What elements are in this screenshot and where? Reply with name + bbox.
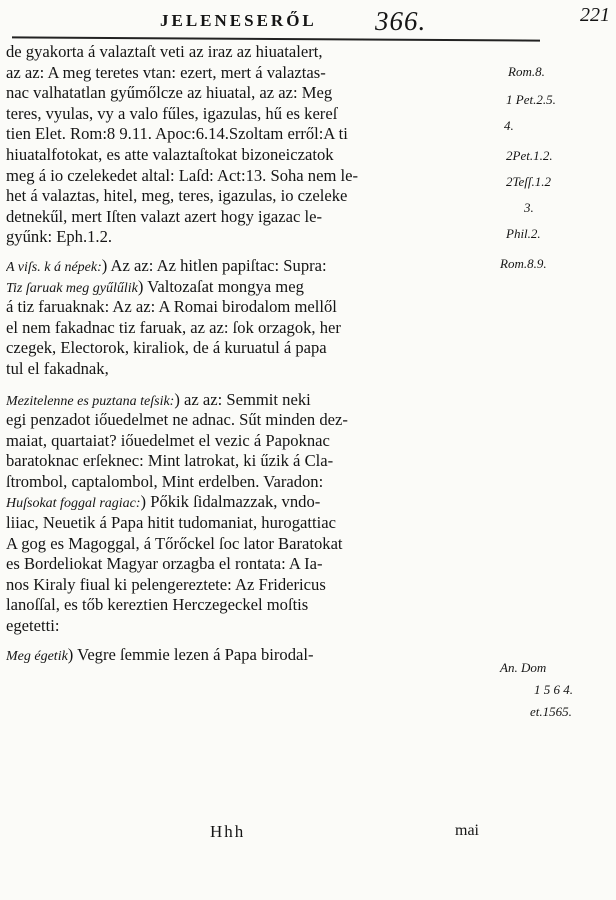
italic-keyword: Meg égetik [6,648,68,664]
text-line: lanoſſal, es tőb kereztien Herczegeckel moſtis [6,595,309,615]
text-line: tul el fakadnak, [6,358,109,378]
text-line-with-keyword: Mezitelenne es puztana teſsik:) az az: Semmit neki [6,389,311,409]
margin-reference: 2Teſſ.1.2 [506,174,552,189]
page-header [150,8,470,38]
italic-keyword: A viſs. k á népek: [6,259,102,275]
text-line: teres, vyulas, vy a valo fűles, igazulas, hű es kereſ [6,103,338,123]
text-line: nos Kiraly fiual ki pelengereztete: Az Fridericus [6,574,326,594]
italic-keyword: Tiz ſaruak meg gyűlűlik [6,280,138,296]
page-footer [0,822,616,862]
text-line: baratoknac erſeknec: Mint latrokat, ki űzik á Cla- [6,451,334,471]
text-line: meg á io czelekedet altal: Laſd: Act:13. Soha nem le- [6,165,359,185]
paragraph-gap [6,248,506,256]
handwritten-page-number: 366. [375,6,427,36]
margin-reference: et.1565. [530,704,572,719]
margin-reference: 2Pet.1.2. [506,148,553,163]
margin-reference: 1 5 6 4. [534,682,573,697]
body-text [6,42,506,665]
text-line: egi penzadot iőuedelmet ne adnac. Sűt minden dez- [6,410,348,430]
text-line-with-keyword: Tiz ſaruak meg gyűlűlik) Valtozaſat mongya meg [6,276,304,296]
text-line-with-keyword: A viſs. k á népek:) Az az: Az hitlen papiſtac: Supra: [6,255,327,275]
text-line: á tiz faruaknak: Az az: A Romai birodalom mellől [6,297,337,317]
margin-reference: Rom.8.9. [500,256,547,271]
margin-notes [500,0,616,900]
text-line: el nem fakadnac tiz faruak, az az: ſok orzagok, her [6,317,341,337]
text-line: es Bordeliokat Magyar orzagba el rontata: A Ia- [6,554,323,574]
text-line-with-keyword: Huſsokat foggal ragiac:) Pőkik ſidalmazzak, vndo- [6,492,321,512]
italic-keyword: Huſsokat foggal ragiac: [6,496,141,512]
text-line: detnekűl, mert Iſten valazt azert hogy igazac le- [6,206,323,226]
text-line-with-keyword: Meg égetik) Vegre ſemmie lezen á Papa birodal- [6,644,314,664]
margin-reference: 4. [504,118,514,133]
signature-mark: Hhh [210,822,246,841]
margin-reference: Rom.8. [508,64,545,79]
text-line: nac valhatatlan gyűmőlcze az hiuatal, az az: Meg [6,83,333,103]
catchword: mai [455,822,479,839]
italic-keyword: Mezitelenne es puztana teſsik: [6,393,175,409]
text-line: az az: A meg teretes vtan: ezert, mert á valaztas- [6,62,326,82]
margin-reference: An. Dom [500,660,547,675]
text-line: hiuatalfotokat, es atte valaztaſtokat bizoneiczatok [6,144,334,164]
text-line: het á valaztas, hitel, meg, teres, igazulas, io czeleke [6,186,348,206]
text-line: liiac, Neuetik á Papa hitit tudomaniat, hurogattiac [6,513,336,533]
text-line: gyűnk: Eph.1.2. [6,227,113,247]
paragraph-gap [6,637,506,645]
running-title: JELENESERŐL [160,11,317,30]
margin-reference: Phil.2. [506,226,541,241]
text-line: egetetti: [6,616,60,636]
text-line: maiat, quartaiat? iőuedelmet el vezic á Papoknac [6,430,330,450]
text-line: ſtrombol, captalombol, Mint erdelben. Varadon: [6,471,324,491]
paragraph-gap [6,380,506,390]
text-line: de gyakorta á valaztaſt veti az iraz az hiuatalert, [6,42,323,61]
text-line: A gog es Magoggal, á Tőrőckel ſoc lator Baratokat [6,533,343,553]
margin-reference: 3. [524,200,534,215]
text-line: czegek, Electorok, kiraliok, de á kuruatul á papa [6,338,327,358]
corner-folio-number: 221 [580,4,610,26]
text-line: tien Elet. Rom:8 9.11. Apoc:6.14.Szoltam erről:A ti [6,124,348,144]
margin-reference: 1 Pet.2.5. [506,92,556,107]
